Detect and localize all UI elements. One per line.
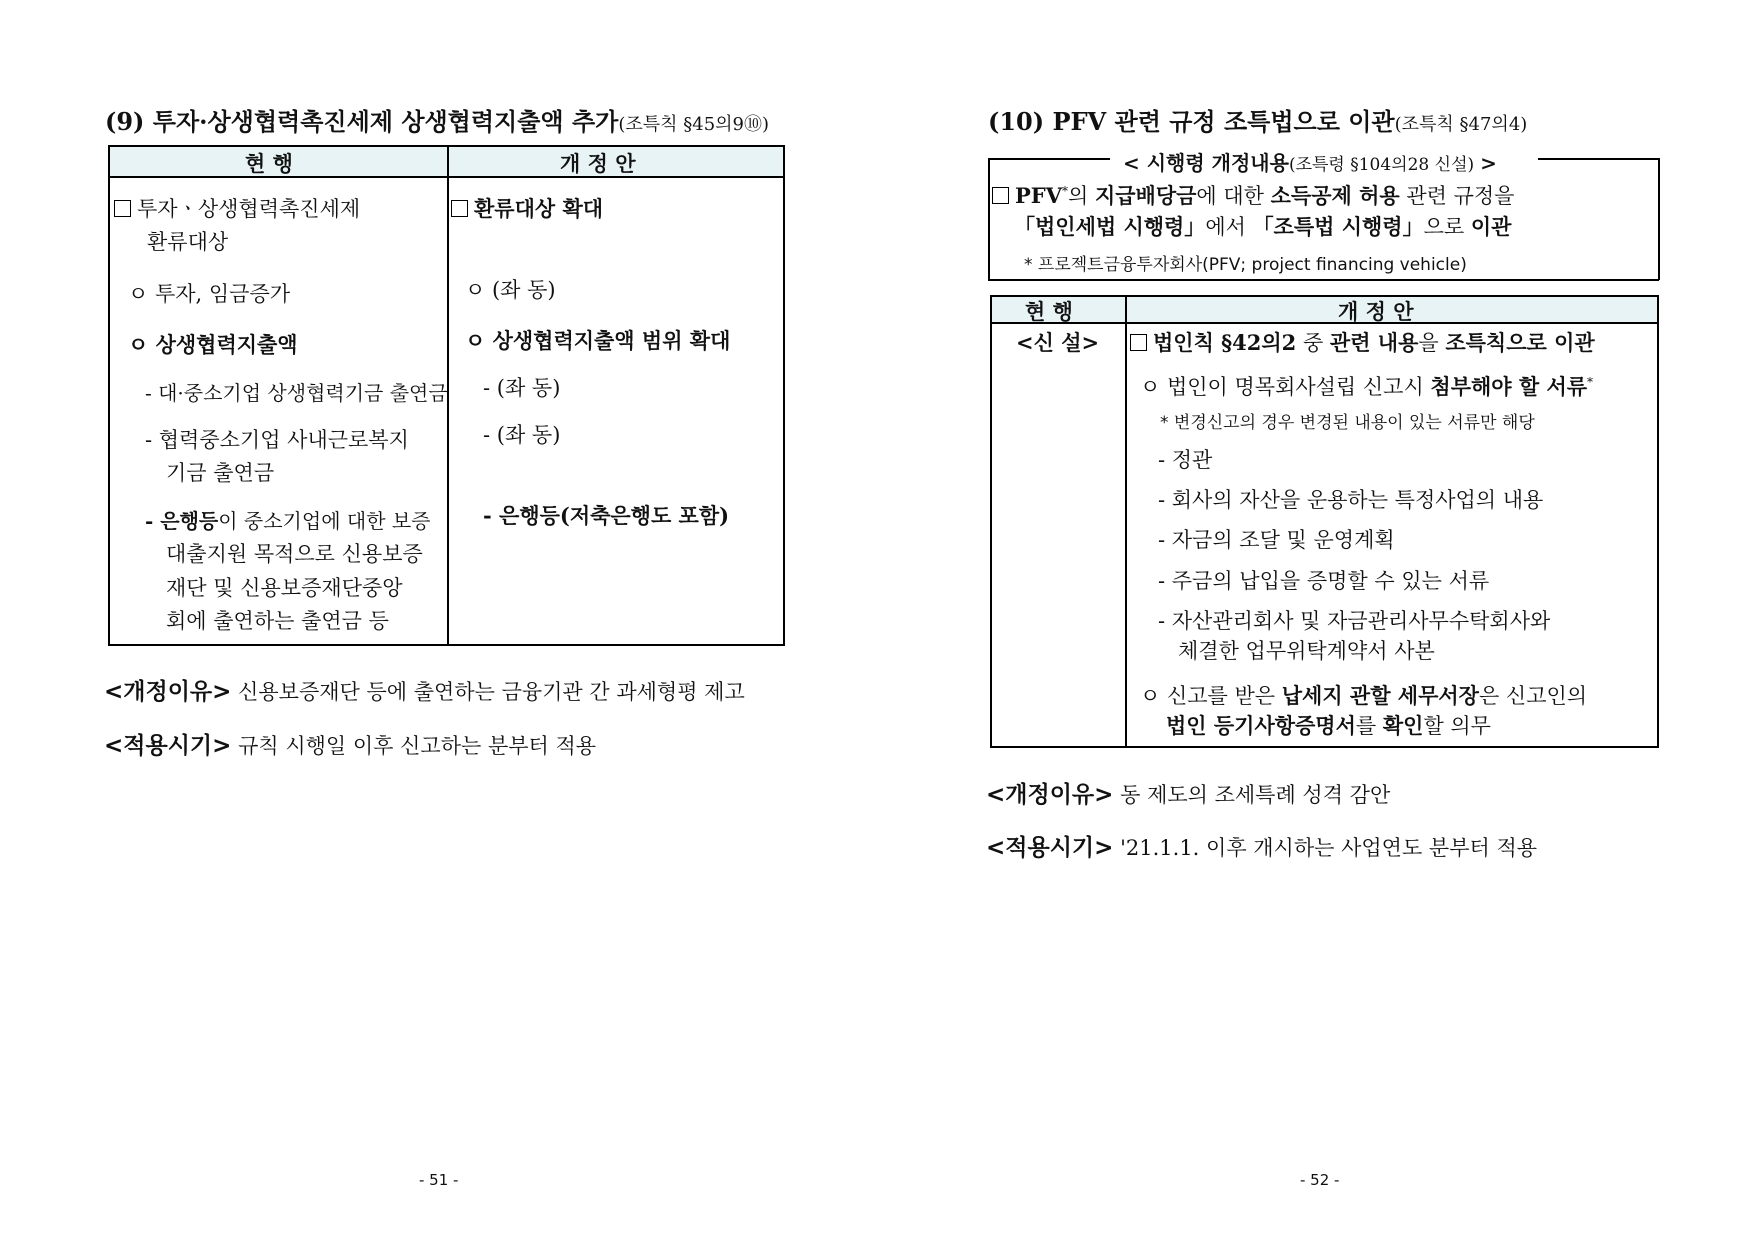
left-revision-item2: ㅇ (좌 동) bbox=[465, 278, 556, 302]
right-box-line1 bbox=[992, 180, 1514, 210]
left-apply-label: <적용시기> bbox=[104, 733, 232, 759]
box-l1-f: 관련 규정을 bbox=[1399, 184, 1515, 208]
left-current-item4: - 대·중소기업 상생협력기금 출연금 bbox=[145, 381, 448, 405]
left-reason-text: 신용보증재단 등에 출연하는 금융기관 간 과세형평 제고 bbox=[238, 680, 745, 704]
box-l1-d: 에 대한 bbox=[1196, 184, 1271, 208]
right-apply bbox=[986, 829, 1537, 862]
right-apply-label: <적용시기> bbox=[986, 835, 1114, 861]
rev-l3-c: 은 신고인의 bbox=[1478, 684, 1588, 708]
right-rev-line1 bbox=[1130, 327, 1595, 357]
left-revision-item6: - 은행등(저축은행도 포함) bbox=[483, 503, 730, 528]
right-box-title bbox=[1123, 147, 1497, 176]
rev-l1-d: 을 bbox=[1418, 331, 1446, 355]
left-section-title bbox=[105, 102, 769, 137]
left-apply-text: 규칙 시행일 이후 신고하는 분부터 적용 bbox=[238, 734, 597, 758]
right-rev-line4 bbox=[1166, 710, 1491, 740]
checkbox-icon bbox=[992, 187, 1009, 204]
box-l1-b: 의 bbox=[1068, 184, 1095, 208]
box-l2-a: 「법인세법 시행령」 bbox=[1014, 214, 1206, 239]
rev-l2-b: 첨부해야 할 서류 bbox=[1430, 374, 1588, 399]
right-rev-detail5: - 자산관리회사 및 자금관리사무수탁회사와 bbox=[1158, 609, 1551, 633]
right-reason bbox=[986, 776, 1390, 809]
right-reason-label: <개정이유> bbox=[986, 782, 1114, 808]
right-box-title-ref: (조특령 §104의28 신설) bbox=[1288, 155, 1475, 175]
right-section-title bbox=[988, 102, 1527, 137]
rev-l1-c: 관련 내용 bbox=[1329, 330, 1419, 355]
left-revision-item4: - (좌 동) bbox=[483, 376, 561, 400]
left-apply bbox=[104, 727, 596, 760]
checkbox-icon bbox=[451, 200, 468, 217]
left-col-revision-header: 개 정 안 bbox=[560, 151, 636, 176]
left-title-main: (9) 투자·상생협력촉진세제 상생협력지출액 추가 bbox=[105, 107, 619, 136]
left-current-item2: ㅇ 투자, 임금증가 bbox=[128, 282, 291, 306]
right-current-new: <신 설> bbox=[1016, 330, 1100, 355]
right-rev-detail5-cont: 체결한 업무위탁계약서 사본 bbox=[1178, 639, 1435, 663]
left-current-item6 bbox=[145, 505, 431, 534]
rev-l1-b: 중 bbox=[1296, 331, 1330, 355]
right-rev-detail1: - 정관 bbox=[1158, 448, 1213, 472]
right-rev-detail2: - 회사의 자산을 운용하는 특정사업의 내용 bbox=[1158, 488, 1544, 512]
rev-l3-b: 납세지 관할 세무서장 bbox=[1281, 683, 1479, 708]
left-col-current-header: 현 행 bbox=[245, 151, 293, 176]
box-l2-b: 에서 bbox=[1205, 215, 1253, 239]
checkbox-icon bbox=[1130, 334, 1147, 351]
left-current-item1-cont: 환류대상 bbox=[147, 230, 229, 254]
left-current-item1 bbox=[114, 193, 360, 223]
right-rev-detail3: - 자금의 조달 및 운영계획 bbox=[1158, 528, 1395, 552]
left-revision-item1 bbox=[451, 193, 603, 223]
right-page-number: - 52 - bbox=[1300, 1171, 1340, 1189]
left-reason-label: <개정이유> bbox=[104, 679, 232, 705]
left-current-item6-l2: 대출지원 목적으로 신용보증 bbox=[166, 542, 423, 566]
box-l1-e: 소득공제 허용 bbox=[1270, 183, 1400, 208]
rev-l1-e: 조특칙으로 이관 bbox=[1445, 330, 1595, 355]
right-box-title-main: < 시행령 개정내용 bbox=[1123, 151, 1289, 175]
left-reason bbox=[104, 673, 745, 706]
rev-l4-b: 를 bbox=[1355, 714, 1383, 738]
right-box-title-end: > bbox=[1480, 151, 1497, 175]
left-revision-item3: ㅇ 상생협력지출액 범위 확대 bbox=[465, 328, 731, 353]
rev-l2-sup: * bbox=[1587, 375, 1594, 389]
right-title-ref: (조특칙 §47의4) bbox=[1394, 114, 1528, 135]
rev-l4-d: 할 의무 bbox=[1423, 714, 1491, 738]
right-box-line2 bbox=[1014, 211, 1511, 241]
rev-l4-a: 법인 등기사항증명서 bbox=[1166, 713, 1356, 738]
left-page-number: - 51 - bbox=[419, 1171, 459, 1189]
right-rev-detail4: - 주금의 납입을 증명할 수 있는 서류 bbox=[1158, 569, 1490, 593]
left-current-item1-text: 투자ㆍ상생협력촉진세제 bbox=[137, 197, 361, 221]
left-revision-item5: - (좌 동) bbox=[483, 423, 561, 447]
right-title-main: (10) PFV 관련 규정 조특법으로 이관 bbox=[988, 107, 1395, 136]
left-current-item5: - 협력중소기업 사내근로복지 bbox=[145, 428, 409, 452]
checkbox-icon bbox=[114, 200, 131, 217]
rev-l1-a: 법인칙 §42의2 bbox=[1153, 330, 1297, 355]
right-rev-footnote: * 변경신고의 경우 변경된 내용이 있는 서류만 해당 bbox=[1160, 413, 1535, 433]
rev-l4-c: 확인 bbox=[1382, 713, 1424, 738]
left-current-item6-l3: 재단 및 신용보증재단중앙 bbox=[166, 576, 403, 600]
box-l1-c: 지급배당금 bbox=[1094, 183, 1197, 208]
right-apply-text: '21.1.1. 이후 개시하는 사업연도 분부터 적용 bbox=[1120, 836, 1538, 860]
pfv-footnote-mark: * bbox=[1062, 184, 1068, 198]
rev-l3-a: ㅇ 신고를 받은 bbox=[1140, 684, 1282, 708]
left-current-item3: ㅇ 상생협력지출액 bbox=[128, 332, 298, 357]
left-current-item5-cont: 기금 출연금 bbox=[166, 461, 275, 485]
left-current-item6-rest: 이 중소기업에 대한 보증 bbox=[218, 509, 431, 533]
box-l2-d: 으로 bbox=[1423, 215, 1471, 239]
left-current-item6-bold: - 은행등 bbox=[145, 509, 219, 533]
right-rev-line3 bbox=[1140, 680, 1587, 710]
box-l2-e: 이관 bbox=[1470, 214, 1512, 239]
left-revision-item1-text: 환류대상 확대 bbox=[474, 196, 604, 221]
right-col-revision-header: 개 정 안 bbox=[1338, 299, 1414, 324]
left-current-item6-l4: 회에 출연하는 출연금 등 bbox=[166, 609, 389, 633]
right-box-footnote: * 프로젝트금융투자회사(PFV; project financing vehicle) bbox=[1024, 255, 1467, 275]
right-reason-text: 동 제도의 조세특례 성격 감안 bbox=[1120, 783, 1391, 807]
right-rev-line2 bbox=[1140, 371, 1593, 401]
pfv-label: PFV bbox=[1015, 183, 1062, 208]
box-l2-c: 「조특법 시행령」 bbox=[1252, 214, 1424, 239]
right-col-current-header: 현 행 bbox=[1025, 299, 1073, 324]
rev-l2-a: ㅇ 법인이 명목회사설립 신고시 bbox=[1140, 375, 1431, 399]
left-title-ref: (조특칙 §45의9⑩) bbox=[618, 114, 770, 135]
